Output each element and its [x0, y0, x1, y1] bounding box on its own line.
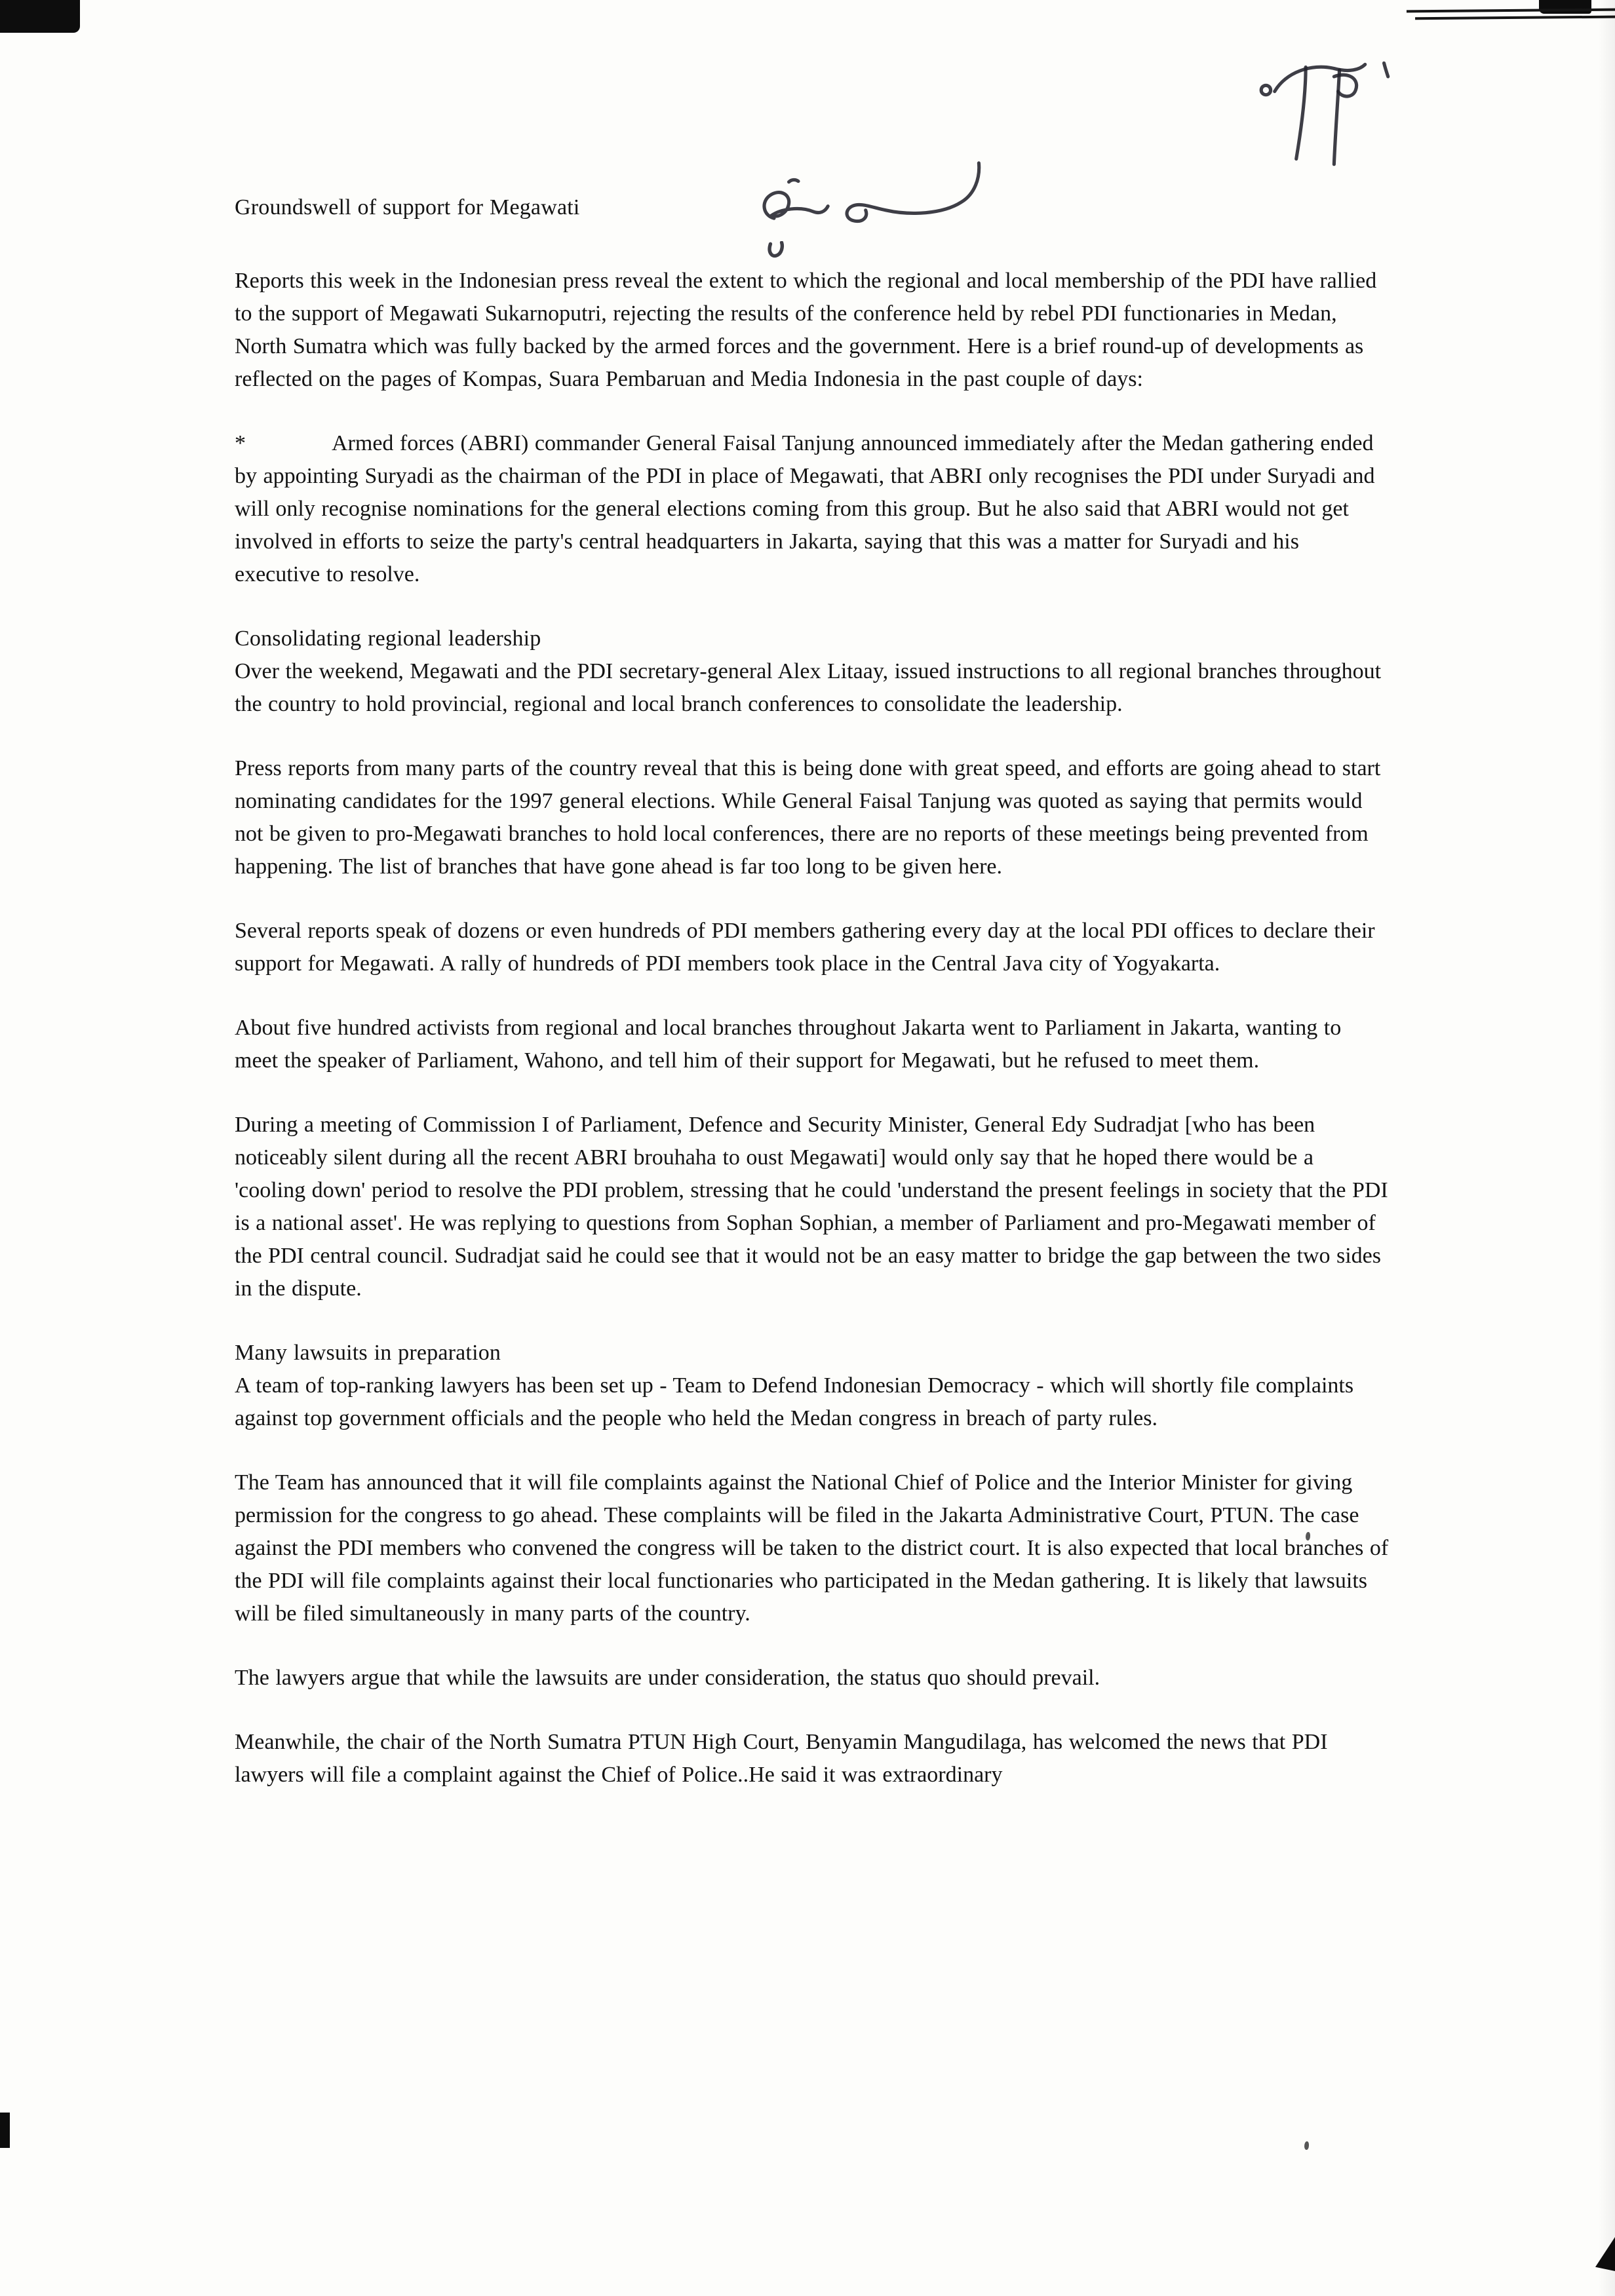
paragraph: Over the weekend, Megawati and the PDI secretary-general Alex Litaay, issued instructions to all regional branches throughout the country to hold provincial, regional and local branch conferences to consolidate the leadership. [235, 659, 1382, 716]
scan-artifact-bottom-left [0, 2113, 10, 2148]
bullet-text: Armed forces (ABRI) commander General Faisal Tanjung announced immediately after the Medan gathering ended by appointing Suryadi as the chairman of the PDI in place of Megawati, that ABRI only recognises the PDI under Suryadi and will only recognise nominations for the general elections coming from this group. But he also said that ABRI would not get involved in efforts to seize the party's central headquarters in Jakarta, saying that this was a matter for Suryadi and his executive to resolve. [235, 431, 1375, 586]
scan-line-top-right [1407, 9, 1615, 20]
handwritten-initials-icon [1257, 56, 1395, 171]
ink-speck [1304, 2141, 1309, 2150]
document-blocks [235, 265, 1390, 1791]
section-heading: Consolidating regional leadership [235, 626, 541, 651]
paragraph [235, 427, 1390, 591]
section-heading: Many lawsuits in preparation [235, 1341, 501, 1365]
paragraph: Press reports from many parts of the country reveal that this is being done with great speed, and efforts are going ahead to start nominating candidates for the 1997 general elections. While General Faisal Tanjung was quoted as saying that permits would not be given to pro-Megawati branches to hold local conferences, there are no reports of these meetings being prevented from happening. The list of branches that have gone ahead is far too long to be given here. [235, 756, 1381, 879]
scan-artifact-bottom-right [1595, 2237, 1615, 2271]
bullet-marker: * [235, 431, 246, 455]
paragraph: Several reports speak of dozens or even hundreds of PDI members gathering every day at the local PDI offices to declare their support for Megawati. A rally of hundreds of PDI members took place in the Central Java city of Yogyakarta. [235, 919, 1375, 976]
scan-artifact-top-left [0, 0, 80, 33]
paragraph: During a meeting of Commission I of Parliament, Defence and Security Minister, General Edy Sudradjat [who has been noticeably silent during all the recent ABRI brouhaha to oust Megawati] would only say that he hoped there would be a 'cooling down' period to resolve the PDI problem, stressing that he could 'understand the present feelings in society that the PDI is a national asset'. He was replying to questions from Sophan Sophian, a member of Parliament and pro-Megawati member of the PDI central council. Sudradjat said he could see that it would not be an easy matter to bridge the gap between the two sides in the dispute. [235, 1113, 1388, 1301]
document-title: Groundswell of support for Megawati [235, 195, 580, 220]
paragraph: About five hundred activists from regional and local branches throughout Jakarta went to Parliament in Jakarta, wanting to meet the speaker of Parliament, Wahono, and tell him of their support for Megawati, but he refused to meet them. [235, 1016, 1342, 1073]
paragraph: The Team has announced that it will file complaints against the National Chief of Police and the Interior Minister for giving permission for the congress to go ahead. These complaints will be filed in the Jakarta Administrative Court, PTUN. The case against the PDI members who convened the congress will be taken to the district court. It is also expected that local branches of the PDI will file complaints against their local functionaries who participated in the Medan gathering. It is likely that lawsuits will be filed simultaneously in many parts of the country. [235, 1470, 1389, 1626]
paragraph: Reports this week in the Indonesian press reveal the extent to which the regional and local membership of the PDI have rallied to the support of Megawati Sukarnoputri, rejecting the results of the conference held by rebel PDI functionaries in Medan, North Sumatra which was fully backed by the armed forces and the government. Here is a brief round-up of developments as reflected on the pages of Kompas, Suara Pembaruan and Media Indonesia in the past couple of days: [235, 269, 1377, 391]
paragraph: The lawyers argue that while the lawsuits are under consideration, the status quo should prevail. [235, 1666, 1100, 1690]
document-content [235, 191, 1390, 1823]
paragraph: A team of top-ranking lawyers has been set up - Team to Defend Indonesian Democracy - which will shortly file complaints against top government officials and the people who held the Medan congress in breach of party rules. [235, 1373, 1354, 1430]
paragraph: Meanwhile, the chair of the North Sumatra PTUN High Court, Benyamin Mangudilaga, has welcomed the news that PDI lawyers will file a complaint against the Chief of Police..He said it was extraordinary [235, 1730, 1328, 1787]
scan-edge-shade [1598, 0, 1615, 2296]
